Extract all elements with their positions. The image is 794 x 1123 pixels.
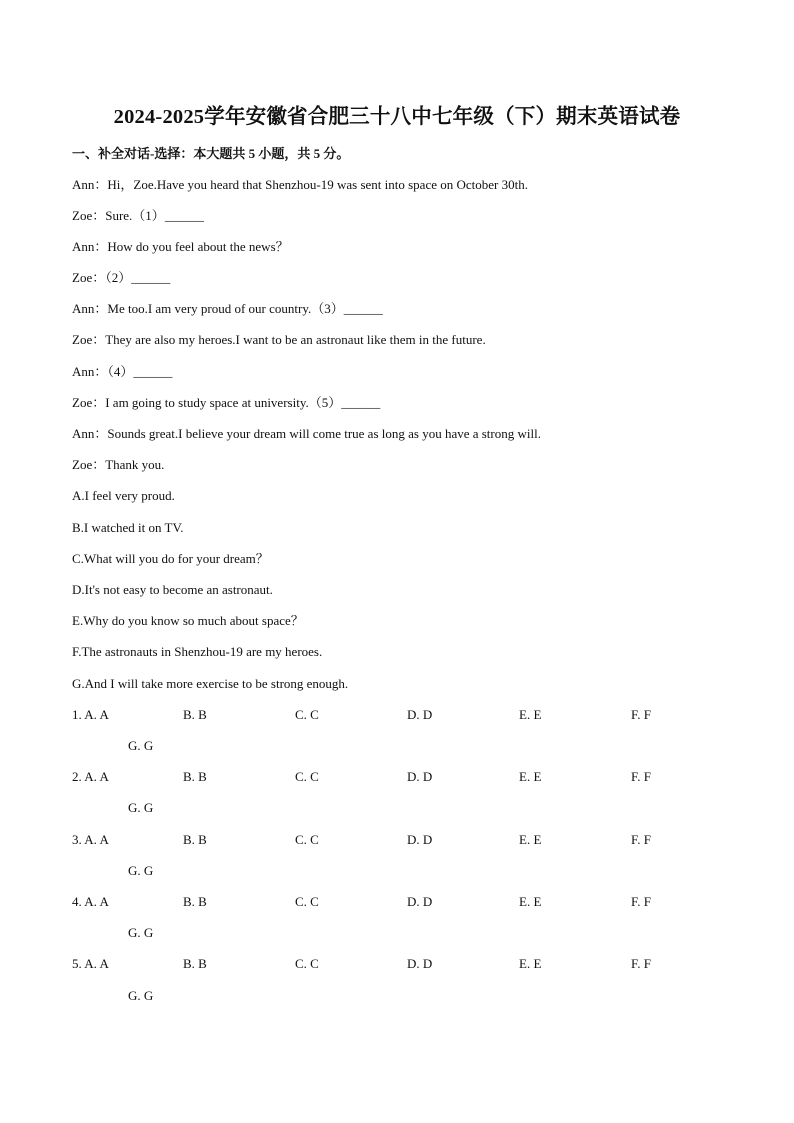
answer-blank[interactable]: ______ [133,364,173,379]
question-5-option-b[interactable]: B. B [183,956,207,971]
question-row [72,893,712,911]
answer-blank[interactable]: ______ [343,301,383,316]
dialogue-line [72,456,164,474]
question-5-option-d[interactable]: D. D [407,956,433,971]
dialogue-line [72,207,204,225]
speaker-label: Zoe： [72,457,106,472]
question-4-option-c[interactable]: C. C [295,894,319,909]
speaker-label: Zoe： [72,332,106,347]
question-5-option-e[interactable]: E. E [519,956,542,971]
dialogue-line [72,394,380,412]
question-5-option-a[interactable]: 5. A. A [72,956,109,971]
speaker-label: Ann： [72,364,108,379]
choice-option: F.The astronauts in Shenzhou-19 are my heroes. [72,644,323,659]
question-row [72,768,712,786]
answer-blank[interactable]: ______ [341,395,381,410]
speaker-label: Zoe： [72,270,106,285]
dialogue-line [72,300,383,318]
question-3-option-e[interactable]: E. E [519,832,542,847]
dialogue-text: （4） [107,364,134,379]
question-3-option-b[interactable]: B. B [183,832,207,847]
speaker-label: Zoe： [72,395,106,410]
question-4-option-d[interactable]: D. D [407,894,433,909]
dialogue-line [72,269,170,287]
dialogue-text: Sounds great.I believe your dream will come true as long as you have a strong will. [107,426,541,441]
question-1-option-e[interactable]: E. E [519,707,542,722]
question-5-option-f[interactable]: F. F [631,956,651,971]
dialogue-line [72,425,541,443]
dialogue-text: They are also my heroes.I want to be an astronaut like them in the future. [105,332,486,347]
choice-option: G.And I will take more exercise to be strong enough. [72,676,349,691]
question-1-option-a[interactable]: 1. A. A [72,707,109,722]
question-5-option-c[interactable]: C. C [295,956,319,971]
dialogue-line [72,331,486,349]
dialogue-text: Hi，Zoe.Have you heard that Shenzhou-19 was sent into space on October 30th. [107,177,528,192]
speaker-label: Ann： [72,301,108,316]
question-4-option-g[interactable]: G. G [128,925,154,940]
question-row [72,955,712,973]
question-1-option-b[interactable]: B. B [183,707,207,722]
question-3-option-d[interactable]: D. D [407,832,433,847]
choice-option: B.I watched it on TV. [72,520,184,535]
speaker-label: Zoe： [72,208,106,223]
dialogue-text: （2） [105,270,132,285]
question-2-option-f[interactable]: F. F [631,769,651,784]
question-1-option-d[interactable]: D. D [407,707,433,722]
choice-option: E.Why do you know so much about space？ [72,613,304,628]
question-5-option-g[interactable]: G. G [128,988,154,1003]
question-4-option-e[interactable]: E. E [519,894,542,909]
section-heading: 一、补全对话-选择：本大题共 5 小题，共 5 分。 [72,146,350,161]
question-3-option-f[interactable]: F. F [631,832,651,847]
question-1-option-g[interactable]: G. G [128,738,154,753]
question-1-option-c[interactable]: C. C [295,707,319,722]
speaker-label: Ann： [72,239,108,254]
question-row [72,706,712,724]
dialogue-line [72,238,289,256]
question-4-option-a[interactable]: 4. A. A [72,894,109,909]
answer-blank[interactable]: ______ [164,208,204,223]
question-4-option-f[interactable]: F. F [631,894,651,909]
question-2-option-a[interactable]: 2. A. A [72,769,109,784]
question-3-option-c[interactable]: C. C [295,832,319,847]
dialogue-text: How do you feel about the news？ [107,239,289,254]
speaker-label: Ann： [72,177,108,192]
dialogue-text: Sure.（1） [105,208,165,223]
question-2-option-e[interactable]: E. E [519,769,542,784]
dialogue-text: I am going to study space at university.（5） [105,395,342,410]
choice-option: D.It's not easy to become an astronaut. [72,582,273,597]
choice-option: A.I feel very proud. [72,488,175,503]
question-row [72,831,712,849]
question-2-option-c[interactable]: C. C [295,769,319,784]
question-3-option-a[interactable]: 3. A. A [72,832,109,847]
dialogue-text: Me too.I am very proud of our country.（3） [107,301,344,316]
question-3-option-g[interactable]: G. G [128,863,154,878]
choice-option: C.What will you do for your dream？ [72,551,269,566]
question-2-option-d[interactable]: D. D [407,769,433,784]
question-1-option-f[interactable]: F. F [631,707,651,722]
question-4-option-b[interactable]: B. B [183,894,207,909]
speaker-label: Ann： [72,426,108,441]
question-2-option-b[interactable]: B. B [183,769,207,784]
exam-title: 2024-2025学年安徽省合肥三十八中七年级（下）期末英语试卷 [113,106,681,128]
dialogue-line [72,363,172,381]
dialogue-line [72,176,528,194]
question-2-option-g[interactable]: G. G [128,800,154,815]
dialogue-text: Thank you. [105,457,165,472]
answer-blank[interactable]: ______ [131,270,171,285]
